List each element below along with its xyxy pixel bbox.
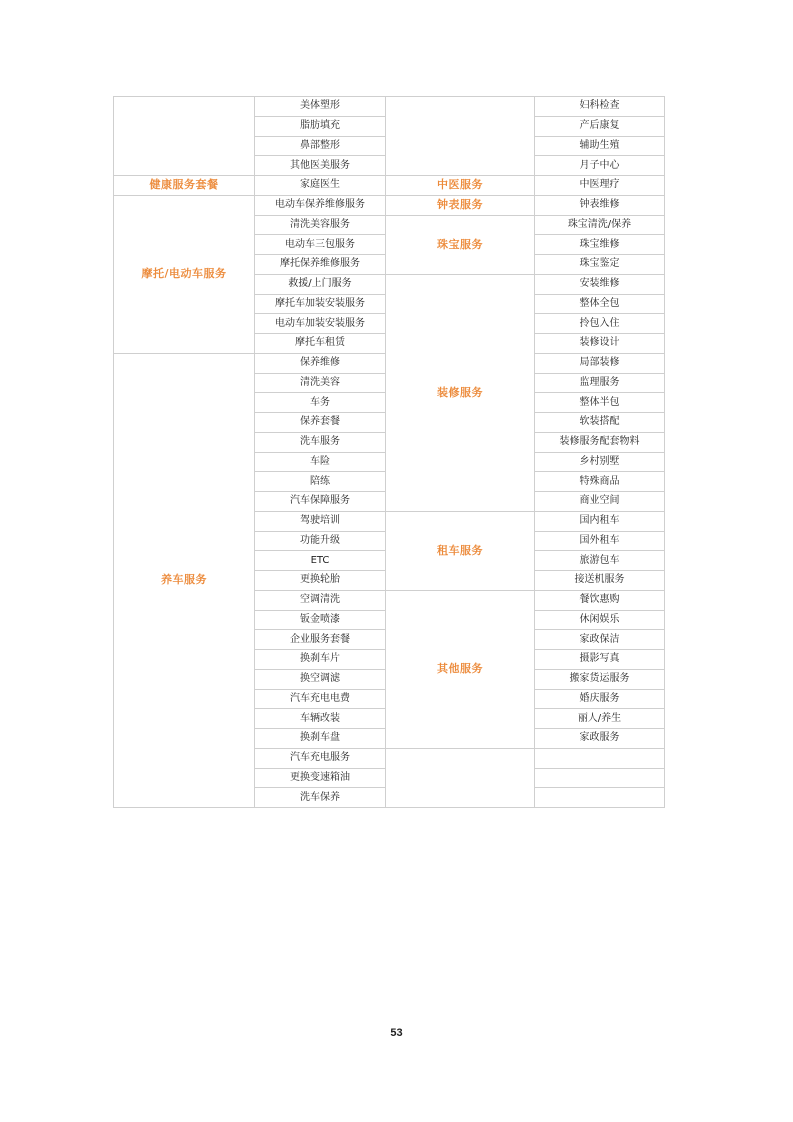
service-item-cell: 月子中心 [535, 156, 665, 176]
service-item-cell: 整体半包 [535, 393, 665, 413]
service-item-cell: 辅助生殖 [535, 136, 665, 156]
category-cell: 珠宝服务 [386, 215, 535, 274]
service-item-cell: 更换变速箱油 [255, 768, 386, 788]
service-item-cell: 功能升级 [255, 531, 386, 551]
service-item-cell: 家政服务 [535, 729, 665, 749]
table-row [114, 97, 665, 117]
service-item-cell: 整体全包 [535, 294, 665, 314]
category-cell: 养车服务 [114, 353, 255, 807]
service-item-cell: 电动车加装安装服务 [255, 314, 386, 334]
service-item-cell: 休闲娱乐 [535, 610, 665, 630]
service-item-cell: 钣金喷漆 [255, 610, 386, 630]
service-item-cell: 摩托车加装安装服务 [255, 294, 386, 314]
service-item-cell: 局部装修 [535, 353, 665, 373]
service-item-cell: 保养维修 [255, 353, 386, 373]
service-item-cell: 钟表维修 [535, 195, 665, 215]
service-item-cell: 保养套餐 [255, 413, 386, 433]
service-item-cell: 接送机服务 [535, 571, 665, 591]
service-item-cell: 企业服务套餐 [255, 630, 386, 650]
service-item-cell: 搬家货运服务 [535, 669, 665, 689]
service-item-cell: 摩托保养维修服务 [255, 255, 386, 275]
service-item-cell: 妇科检查 [535, 97, 665, 117]
service-item-cell: 其他医美服务 [255, 156, 386, 176]
category-cell-empty [386, 748, 535, 807]
service-item-cell: 换刹车片 [255, 650, 386, 670]
empty-cell [535, 748, 665, 768]
service-item-cell: 珠宝维修 [535, 235, 665, 255]
service-item-cell: 特殊商品 [535, 472, 665, 492]
category-cell: 摩托/电动车服务 [114, 195, 255, 353]
category-cell-empty [386, 97, 535, 176]
category-cell: 其他服务 [386, 590, 535, 748]
category-cell: 健康服务套餐 [114, 176, 255, 196]
service-item-cell: 汽车保障服务 [255, 492, 386, 512]
service-item-cell: 监理服务 [535, 373, 665, 393]
category-cell: 租车服务 [386, 511, 535, 590]
service-item-cell: 家庭医生 [255, 176, 386, 196]
service-item-cell: 洗车服务 [255, 432, 386, 452]
category-cell-empty [114, 97, 255, 176]
service-item-cell: 换刹车盘 [255, 729, 386, 749]
service-item-cell: 驾驶培训 [255, 511, 386, 531]
service-item-cell: 换空调滤 [255, 669, 386, 689]
service-item-cell: 安装维修 [535, 274, 665, 294]
service-item-cell: 洗车保养 [255, 788, 386, 808]
service-item-cell: 商业空间 [535, 492, 665, 512]
service-item-cell: 软装搭配 [535, 413, 665, 433]
service-item-cell: 电动车三包服务 [255, 235, 386, 255]
service-item-cell: 摩托车租赁 [255, 334, 386, 354]
service-item-cell: 丽人/养生 [535, 709, 665, 729]
service-item-cell: 车辆改装 [255, 709, 386, 729]
service-item-cell: 珠宝清洗/保养 [535, 215, 665, 235]
category-cell: 装修服务 [386, 274, 535, 511]
category-cell: 钟表服务 [386, 195, 535, 215]
empty-cell [535, 768, 665, 788]
category-cell: 中医服务 [386, 176, 535, 196]
service-item-cell: 脂肪填充 [255, 116, 386, 136]
service-item-cell: 鼻部整形 [255, 136, 386, 156]
service-item-cell: 产后康复 [535, 116, 665, 136]
empty-cell [535, 788, 665, 808]
service-item-cell: 国内租车 [535, 511, 665, 531]
service-item-cell: 车务 [255, 393, 386, 413]
service-item-cell: 拎包入住 [535, 314, 665, 334]
service-item-cell: 家政保洁 [535, 630, 665, 650]
service-item-cell: 婚庆服务 [535, 689, 665, 709]
table-row [114, 195, 665, 215]
service-item-cell: 电动车保养维修服务 [255, 195, 386, 215]
service-item-cell: ETC [255, 551, 386, 571]
service-item-cell: 国外租车 [535, 531, 665, 551]
page-number: 53 [390, 1027, 403, 1039]
service-category-table [113, 96, 665, 808]
service-item-cell: 清洗美容 [255, 373, 386, 393]
service-item-cell: 车险 [255, 452, 386, 472]
service-item-cell: 汽车充电服务 [255, 748, 386, 768]
service-item-cell: 美体塑形 [255, 97, 386, 117]
service-item-cell: 摄影写真 [535, 650, 665, 670]
service-item-cell: 陪练 [255, 472, 386, 492]
service-item-cell: 清洗美容服务 [255, 215, 386, 235]
service-item-cell: 餐饮惠购 [535, 590, 665, 610]
service-item-cell: 乡村别墅 [535, 452, 665, 472]
service-item-cell: 装修设计 [535, 334, 665, 354]
service-item-cell: 更换轮胎 [255, 571, 386, 591]
service-item-cell: 中医理疗 [535, 176, 665, 196]
service-item-cell: 救援/上门服务 [255, 274, 386, 294]
service-item-cell: 汽车充电电费 [255, 689, 386, 709]
service-item-cell: 装修服务配套物料 [535, 432, 665, 452]
service-item-cell: 空调清洗 [255, 590, 386, 610]
table-row [114, 176, 665, 196]
service-item-cell: 珠宝鉴定 [535, 255, 665, 275]
service-item-cell: 旅游包车 [535, 551, 665, 571]
